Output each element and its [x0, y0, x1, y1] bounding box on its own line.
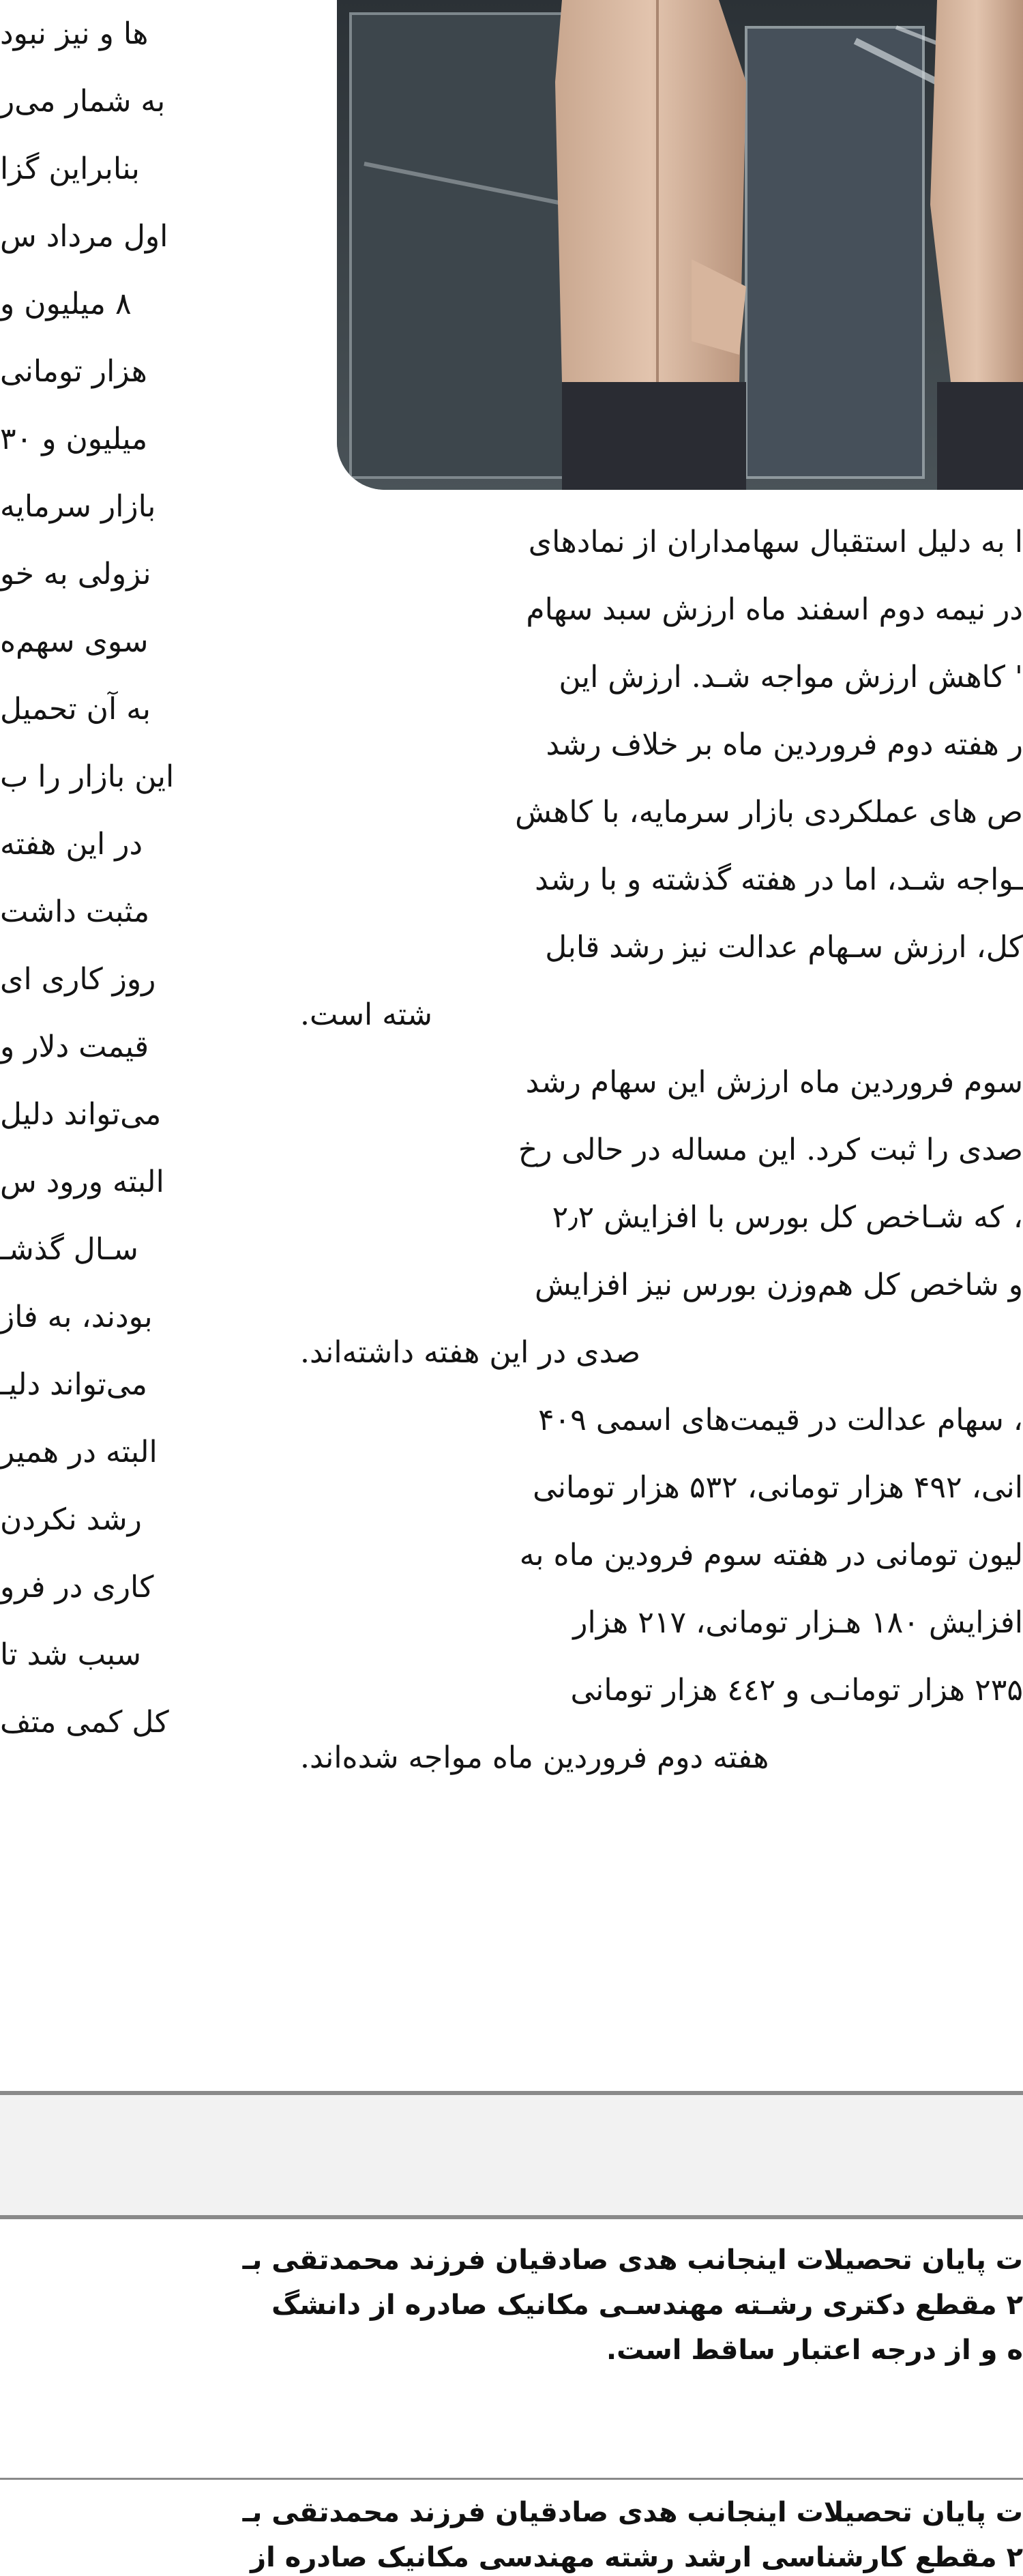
text-line: رشد نکردن [0, 1502, 142, 1537]
text-line: اول مرداد س [0, 219, 168, 254]
lost-document-notice-2 [0, 2490, 1023, 2576]
text-line: این بازار را ب [0, 759, 175, 794]
text-line: کل، ارزش سـهام عدالت نیز رشد قابل [545, 930, 1023, 965]
text-line: میلیون و ۳۰ [0, 422, 148, 456]
separator-band [0, 2091, 1023, 2219]
text-line: در نیمه دوم اسفند ماه ارزش سبد سهام [526, 592, 1023, 627]
text-line: صدی در این هفته داشته‌اند. [300, 1335, 641, 1370]
text-line: ا به دلیل استقبال سهامداران از نمادهای [528, 525, 1023, 559]
text-line: بازار سرمایه [0, 489, 156, 524]
text-line: صدی را ثبت کرد. این مساله در حالی رخ [518, 1132, 1023, 1167]
text-line: شته است. [300, 997, 433, 1032]
text-line: ، که شـاخص کل بورس با افزایش ۲٫۲ [552, 1200, 1023, 1235]
text-line: البته ورود س [0, 1165, 164, 1199]
text-line: لیون تومانی در هفته سوم فرودین ماه به [519, 1538, 1023, 1572]
text-line: ـواجه شـد، اما در هفته گذشته و با رشد [535, 862, 1023, 897]
text-line: افزایش ۱۸۰ هـزار تومانی، ۲۱۷ هزار [573, 1605, 1023, 1640]
text-line: ت پایان تحصیلات اینجانب هدی صادقیان فرزند محمدتقی بـ [242, 2244, 1023, 2276]
text-line: ص های عملکردی بازار سرمایه، با کاهش [515, 795, 1023, 830]
text-line: ر هفته دوم فروردین ماه بر خلاف رشد [546, 727, 1023, 762]
text-line: ه و از درجه اعتبار ساقط است. [606, 2334, 1023, 2366]
lost-document-notice-1 [0, 2238, 1023, 2373]
main-article-column [300, 508, 1023, 1791]
photo-people-illustration [337, 0, 1023, 490]
text-line: به شمار می‌ر [0, 84, 166, 119]
text-line: ها و نیز نبود [0, 16, 149, 51]
text-line: سبب شد تا [0, 1637, 141, 1672]
text-line: ۲۳۵ هزار تومانـی و ٤٤۲ هزار تومانی [570, 1673, 1023, 1708]
text-line: سوم فروردین ماه ارزش این سهام رشد [525, 1065, 1023, 1100]
text-line: انی، ۴۹۲ هزار تومانی، ۵۳۲ هزار تومانی [533, 1470, 1023, 1505]
text-line: سـال گذشـ [0, 1232, 138, 1267]
text-line: کاری در فرو [0, 1570, 154, 1605]
text-line: ' کاهش ارزش مواجه شـد. ارزش این [559, 660, 1023, 694]
text-line: سوی سهم‌ه [0, 624, 149, 659]
text-line: مثبت داشت [0, 894, 150, 929]
text-line: هفته دوم فروردین ماه مواجه شده‌اند. [300, 1740, 769, 1775]
left-article-column [0, 0, 273, 1756]
text-line: و شاخص کل هم‌وزن بورس نیز افزایش [535, 1268, 1023, 1302]
text-line: ۸ میلیون و [0, 287, 132, 321]
notice-divider [0, 2478, 1023, 2480]
text-line: می‌تواند دلیـ [0, 1367, 147, 1402]
article-photo [337, 0, 1023, 490]
text-line: بودند، به فاز [0, 1300, 153, 1334]
text-line: ۲ مقطع کارشناسی ارشد رشته مهندسی مکانیک صادره از [250, 2542, 1023, 2573]
text-line: بنابراین گزا [0, 151, 140, 186]
text-line: نزولی به خو [0, 557, 151, 591]
text-line: در این هفته [0, 827, 143, 862]
text-line: روز کاری ای [0, 962, 156, 997]
text-line: کل کمی متف [0, 1705, 169, 1740]
text-line: ، سهام عدالت در قیمت‌های اسمی ۴۰۹ [537, 1403, 1023, 1437]
text-line: می‌تواند دلیل [0, 1097, 162, 1132]
text-line: البته در همیر [0, 1435, 158, 1469]
text-line: هزار تومانی [0, 354, 147, 389]
text-line: قیمت دلار و [0, 1029, 149, 1064]
text-line: ت پایان تحصیلات اینجانب هدی صادقیان فرزند محمدتقی بـ [242, 2497, 1023, 2528]
text-line: ۲ مقطع دکتری رشـته مهندسـی مکانیک صادره از دانشگ [271, 2289, 1023, 2321]
text-line: به آن تحمیل [0, 692, 151, 727]
